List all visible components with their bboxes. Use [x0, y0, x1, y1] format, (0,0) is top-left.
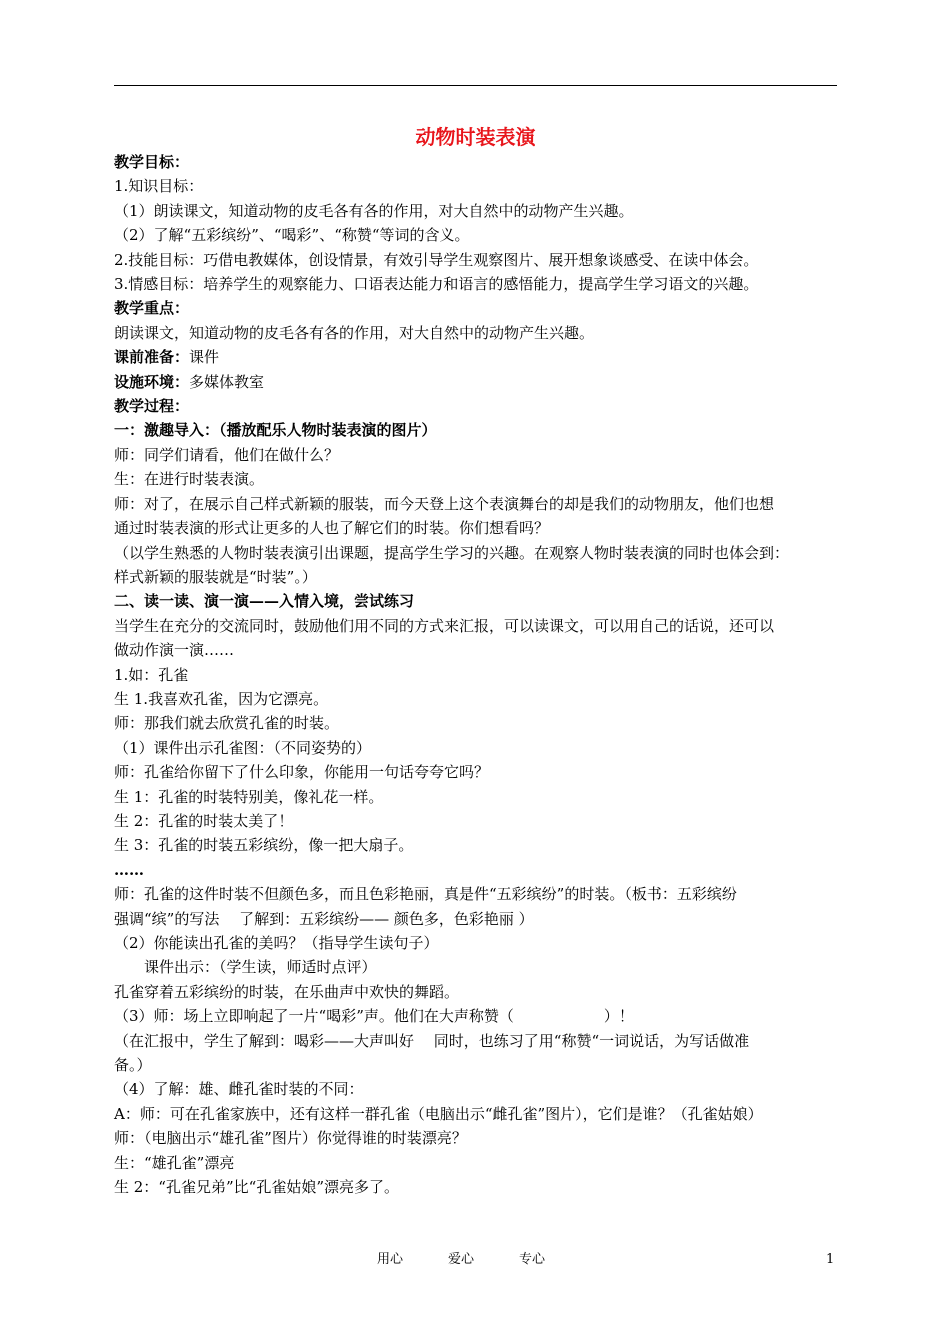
text-line: （1）课件出示孔雀图：（不同姿势的）: [114, 738, 372, 757]
document-body: [114, 150, 839, 1199]
text-line: 3.情感目标：培养学生的观察能力、口语表达能力和语言的感悟能力，提高学生学习语文的兴趣。: [114, 275, 759, 294]
text-line: 二、读一读、演一演——入情入境，尝试练习: [114, 592, 415, 611]
text-line: （4）了解：雄、雌孔雀时装的不同：: [114, 1080, 364, 1099]
text-line: 2.技能目标：巧借电教媒体，创设情景，有效引导学生观察图片、展开想象谈感受、在读中体会。: [114, 250, 759, 269]
field-value: 课件: [189, 348, 220, 367]
text-line: （以学生熟悉的人物时装表演引出课题，提高学生学习的兴趣。在观察人物时装表演的同时也体会到：: [114, 543, 790, 562]
footer-motto-2: 爱心: [448, 1252, 475, 1267]
text-line: 教学目标：: [114, 153, 190, 171]
text-line: 教学过程：: [114, 397, 190, 416]
header-rule: [114, 85, 837, 86]
text-line: A：师：可在孔雀家族中，还有这样一群孔雀（电脑出示“雌孔雀”图片），它们是谁？（孔雀姑娘）: [114, 1104, 763, 1123]
text-line: 1.如：孔雀: [114, 665, 189, 684]
text-line: 生 1：孔雀的时装特别美，像礼花一样。: [114, 787, 384, 806]
text-line: 生：在进行时装表演。: [114, 470, 265, 489]
text-line: 师：（电脑出示“雄孔雀”图片）你觉得谁的时装漂亮？: [114, 1129, 467, 1148]
text-line: 做动作演一演……: [114, 641, 235, 660]
text-line: （3）师：场上立即响起了一片“喝彩”声。他们在大声称赞（ ）！: [114, 1007, 634, 1026]
text-line: 孔雀穿着五彩缤纷的时装，在乐曲声中欢快的舞蹈。: [114, 982, 460, 1001]
text-line: 朗读课文，知道动物的皮毛各有各的作用，对大自然中的动物产生兴趣。: [114, 323, 595, 342]
page-number: 1: [826, 1252, 835, 1267]
text-line: [114, 345, 839, 369]
text-line: 生 2：“孔雀兄弟”比“孔雀姑娘”漂亮多了。: [114, 1178, 399, 1197]
text-line: [114, 370, 839, 394]
text-line: 通过时装表演的形式让更多的人也了解它们的时装。你们想看吗？: [114, 519, 550, 538]
text-line: 课件出示：（学生读，师适时点评）: [114, 958, 377, 977]
text-line: 教学重点：: [114, 299, 190, 318]
text-line: （1）朗读课文，知道动物的皮毛各有各的作用，对大自然中的动物产生兴趣。: [114, 201, 634, 220]
text-line: 生 1.我喜欢孔雀，因为它漂亮。: [114, 689, 329, 708]
footer-mottos: [377, 1251, 590, 1269]
document-title: 动物时装表演: [415, 125, 536, 149]
field-label: 设施环境：: [114, 372, 190, 391]
text-line: ……: [114, 860, 144, 879]
text-line: 生 3：孔雀的时装五彩缤纷，像一把大扇子。: [114, 836, 414, 855]
field-label: 课前准备：: [114, 348, 190, 367]
text-line: （2）了解“五彩缤纷”、“喝彩”、“称赞“等词的含义。: [114, 226, 470, 245]
text-line: 强调“缤”的写法 了解到：五彩缤纷—— 颜色多，色彩艳丽 ）: [114, 909, 534, 928]
text-line: 师：同学们请看，他们在做什么？: [114, 445, 340, 464]
text-line: （在汇报中，学生了解到：喝彩——大声叫好 同时，也练习了用“称赞“一词说话，为写话做准: [114, 1031, 750, 1050]
text-line: 师：对了，在展示自己样式新颖的服装，而今天登上这个表演舞台的却是我们的动物朋友，他们也想: [114, 494, 775, 513]
field-value: 多媒体教室: [189, 372, 265, 391]
text-line: 样式新颖的服装就是“时装”。）: [114, 567, 317, 586]
text-line: 1.知识目标：: [114, 177, 204, 196]
text-line: （2）你能读出孔雀的美吗？（指导学生读句子）: [114, 934, 439, 952]
text-line: 当学生在充分的交流同时，鼓励他们用不同的方式来汇报，可以读课文，可以用自己的话说，还可以: [114, 616, 775, 635]
text-line: 生 2：孔雀的时装太美了！: [114, 811, 294, 830]
text-line: 师：那我们就去欣赏孔雀的时装。: [114, 714, 340, 733]
text-line: 生：“雄孔雀”漂亮: [114, 1153, 235, 1172]
footer-motto-3: 专心: [519, 1252, 546, 1267]
text-line: 备。）: [114, 1056, 152, 1075]
text-line: 一：激趣导入：（播放配乐人物时装表演的图片）: [114, 421, 437, 440]
text-line: 师：孔雀给你留下了什么印象，你能用一句话夸夸它吗？: [114, 763, 490, 782]
footer-motto-1: 用心: [377, 1252, 404, 1267]
text-line: 师：孔雀的这件时装不但颜色多，而且色彩艳丽，真是件“五彩缤纷”的时装。（板书：五彩缤纷: [114, 885, 737, 904]
